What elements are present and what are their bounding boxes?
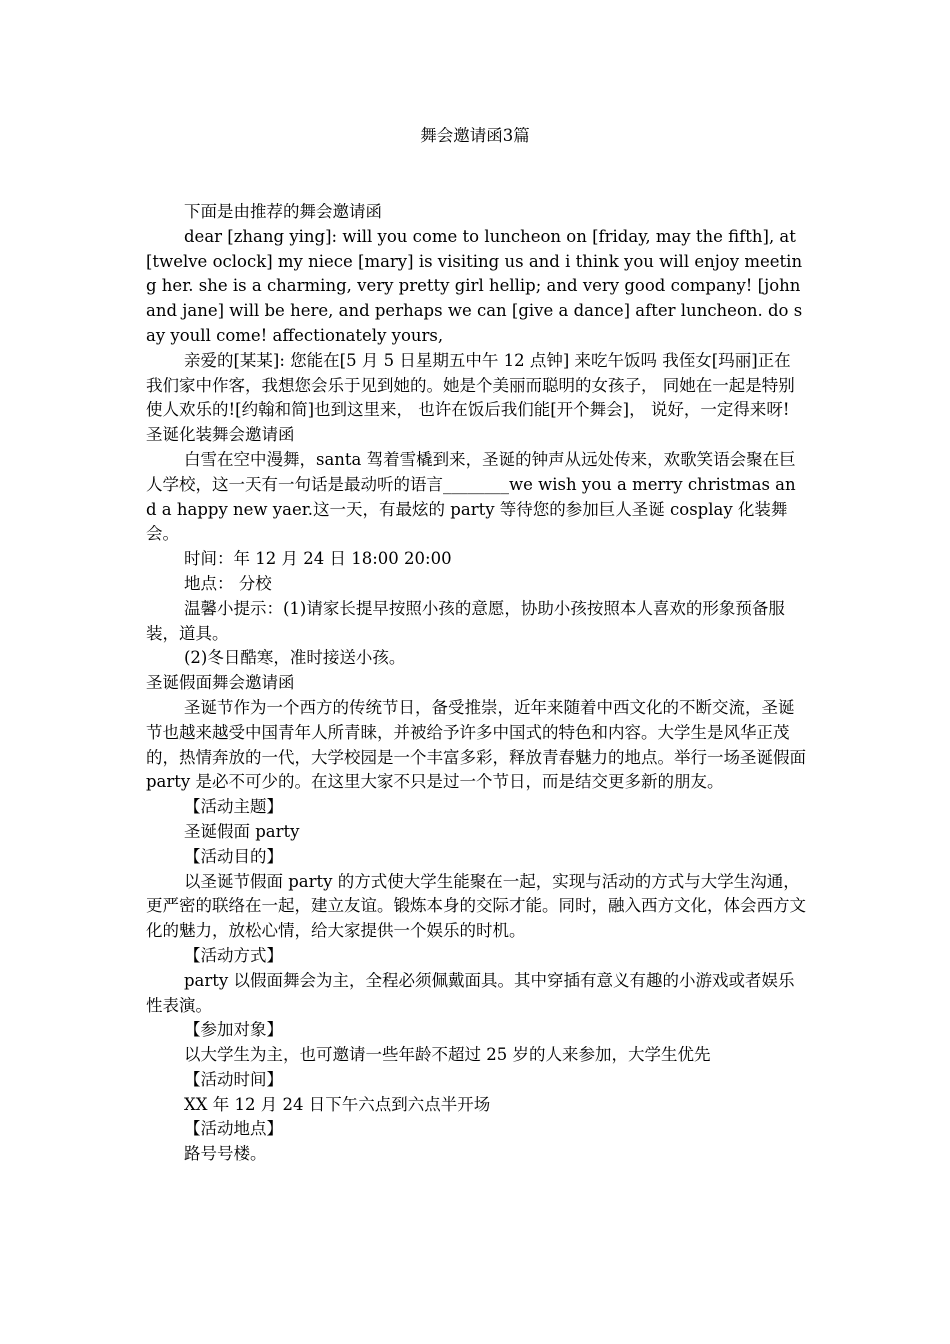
costume-ball-tip-2: (2)冬日酷寒，准时接送小孩。 (184, 648, 406, 668)
participants-text: 以大学生为主，也可邀请一些年龄不超过 25 岁的人来参加，大学生优先 (184, 1045, 711, 1065)
activity-time-text: XX 年 12 月 24 日下午六点到六点半开场 (184, 1094, 491, 1114)
heading-activity-time: 【活动时间】 (184, 1069, 283, 1089)
intro-paragraph: 下面是由推荐的舞会邀请函 (184, 202, 382, 221)
activity-theme-text: 圣诞假面 party (184, 821, 300, 841)
heading-activity-purpose: 【活动目的】 (184, 846, 283, 866)
activity-location-text: 路号号楼。 (184, 1144, 267, 1164)
heading-activity-format: 【活动方式】 (184, 945, 283, 965)
masquerade-intro: 圣诞节作为一个西方的传统节日，备受推崇，近年来随着中西文化的不断交流，圣诞节也越来越受中国青年人所青睐，并被给予许多中国式的特色和内容。大学生是风华正茂的，热情奔放的一代，大学校园是一个丰富多彩，释放青春魅力的地点。举行一场圣诞假面 party 是必不可少的。在这里大家不只是过一个节日，而是结交更多新的朋友。 (146, 697, 806, 792)
heading-activity-theme: 【活动主题】 (184, 797, 283, 817)
document-body (146, 200, 806, 1167)
heading-activity-location: 【活动地点】 (184, 1119, 283, 1139)
costume-ball-location: 地点： 分校 (184, 573, 272, 593)
chinese-letter-paragraph: 亲爱的[某某]: 您能在[5 月 5 日星期五中午 12 点钟] 来吃午饭吗 我侄女[玛丽]正在我们家中作客，我想您会乐于见到她的。她是个美丽而聪明的女孩子， 同她在一起是特别使人欢乐的![约翰和简]也到这里来， 也许在饭后我们能[开个舞会]， 说好，一定得来呀! (146, 350, 795, 420)
heading-participants: 【参加对象】 (184, 1020, 283, 1040)
section-heading-costume-ball: 圣诞化装舞会邀请函 (146, 425, 295, 445)
section-heading-masquerade: 圣诞假面舞会邀请函 (146, 673, 295, 693)
activity-format-text: party 以假面舞会为主，全程必须佩戴面具。其中穿插有意义有趣的小游戏或者娱乐性表演。 (146, 970, 795, 1015)
costume-ball-intro: 白雪在空中漫舞，santa 驾着雪橇到来，圣诞的钟声从远处传来，欢歌笑语会聚在巨人学校，这一天有一句话是最动听的语言________we wish you a merry christmas and a happy new yaer.这一天，有最炫的 party 等待您的参加巨人圣诞 cosplay 化装舞会。 (146, 449, 796, 544)
costume-ball-tip-1: 温馨小提示：(1)请家长提早按照小孩的意愿，协助小孩按照本人喜欢的形象预备服装，道具。 (146, 598, 785, 643)
document-title: 舞会邀请函3篇 (420, 126, 530, 145)
english-letter-paragraph: dear [zhang ying]: will you come to luncheon on [friday, may the fifth], at [twelve oclock] my niece [mary] is visiting us and i think you will enjoy meeting her. she is a charming, very pretty girl hellip; and very good company! [john and jane] will be here, and perhaps we can [give a dance] after luncheon. do say youll come! affectionately yours, (146, 226, 803, 345)
costume-ball-time: 时间：年 12 月 24 日 18:00 20:00 (184, 549, 452, 569)
activity-purpose-text: 以圣诞节假面 party 的方式使大学生能聚在一起，实现与活动的方式与大学生沟通，更严密的联络在一起，建立友谊。锻炼本身的交际才能。同时，融入西方文化，体会西方文化的魅力，放松心情，给大家提供一个娱乐的时机。 (146, 871, 806, 941)
